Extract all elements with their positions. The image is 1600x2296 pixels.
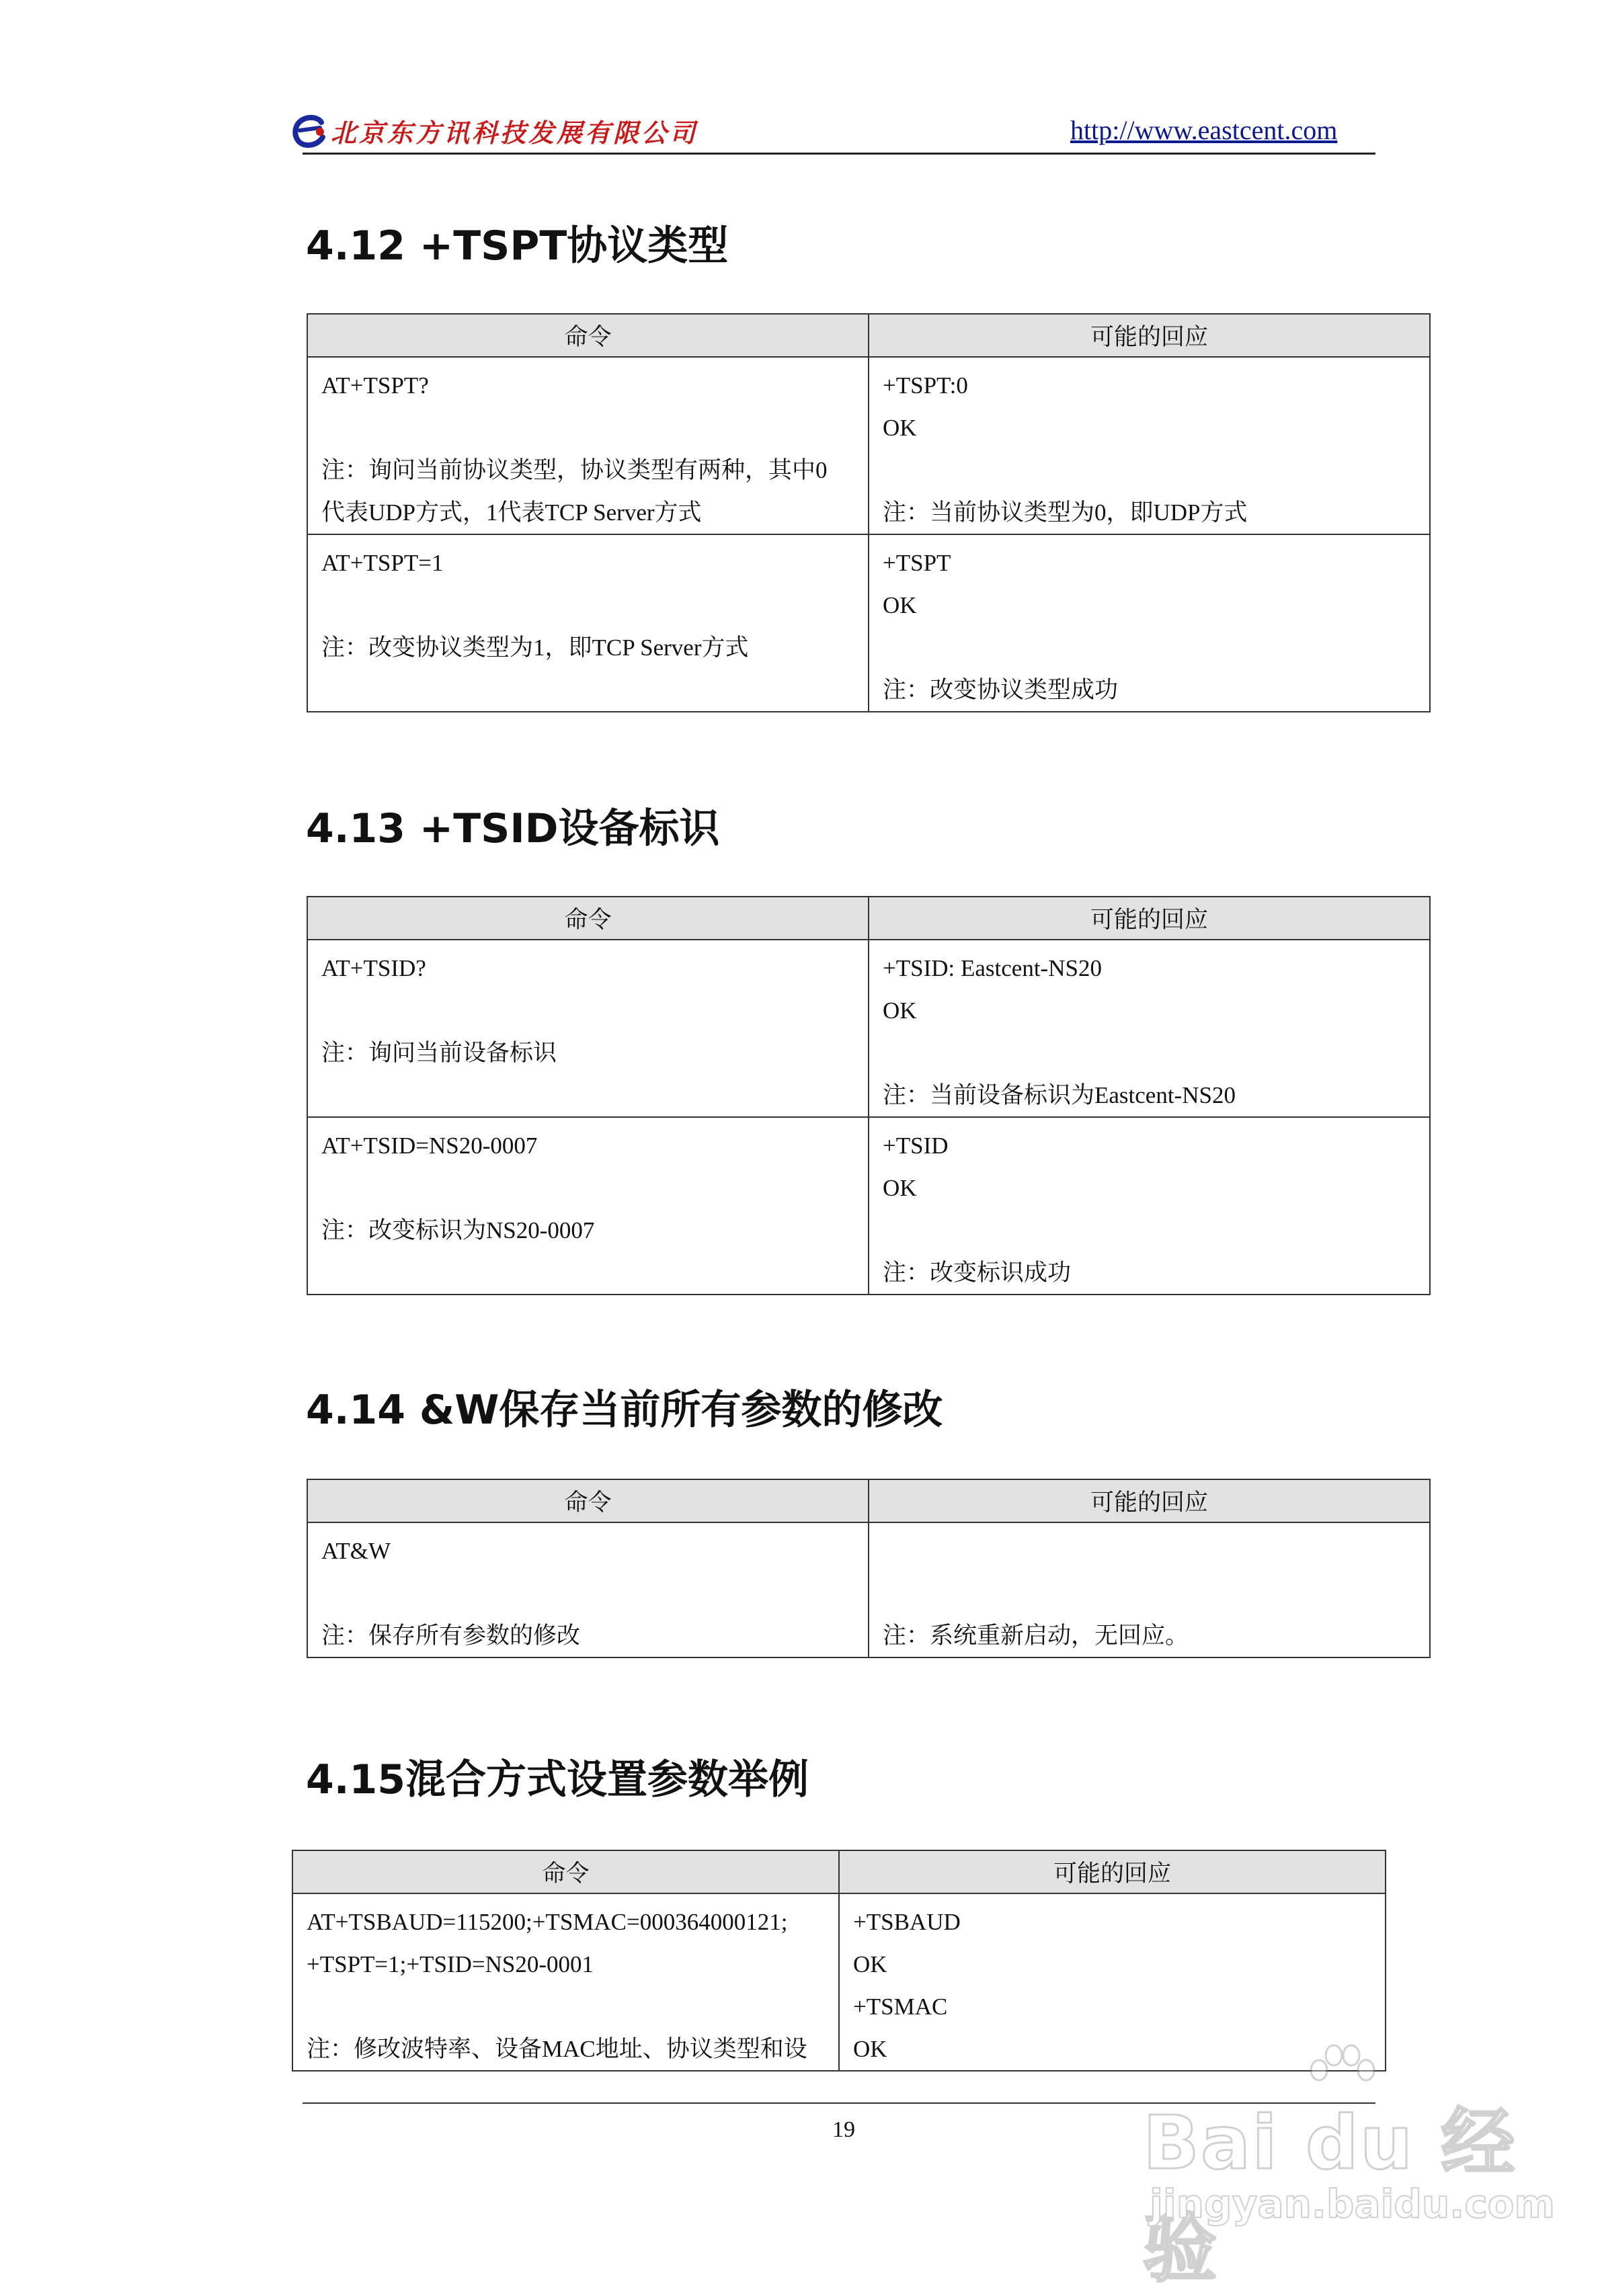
header-divider <box>303 153 1375 155</box>
table-header-row <box>307 314 1430 357</box>
command-note: 代表UDP方式，1代表TCP Server方式 <box>321 499 702 526</box>
tsid-table <box>307 896 1431 1295</box>
column-header-response: 可能的回应 <box>869 1479 1430 1522</box>
command-cell <box>307 1522 869 1657</box>
baidu-watermark <box>1143 2043 1555 2292</box>
command-line: AT&W <box>321 1538 391 1564</box>
response-line: OK <box>883 592 917 618</box>
column-header-response: 可能的回应 <box>839 1850 1386 1893</box>
response-cell <box>869 357 1430 534</box>
command-note: 注：修改波特率、设备MAC地址、协议类型和设 <box>307 2036 807 2062</box>
company-logo <box>290 110 698 151</box>
command-note: 注：改变协议类型为1，即TCP Server方式 <box>321 634 749 661</box>
response-line <box>883 626 1416 669</box>
page-number: 19 <box>832 2117 855 2142</box>
response-line <box>883 1572 1416 1614</box>
command-line <box>321 407 854 449</box>
table-header-row <box>292 1850 1386 1893</box>
table-row <box>307 534 1430 712</box>
command-cell <box>307 357 869 534</box>
website-link[interactable]: http://www.eastcent.com <box>1070 115 1338 145</box>
save-table <box>307 1479 1431 1658</box>
command-note: 注：询问当前协议类型，协议类型有两种，其中0 <box>321 457 828 483</box>
command-note: 注：询问当前设备标识 <box>321 1040 557 1066</box>
table-row <box>307 1522 1430 1657</box>
command-line <box>321 1252 854 1294</box>
section-title-mixed: 4.15混合方式设置参数举例 <box>306 1756 809 1803</box>
command-cell <box>307 1117 869 1295</box>
command-cell <box>307 940 869 1117</box>
response-cell <box>869 940 1430 1117</box>
command-cell <box>292 1893 839 2071</box>
response-note: 注：系统重新启动，无回应。 <box>883 1623 1189 1649</box>
command-line: +TSPT=1;+TSID=NS20-0001 <box>307 1951 594 1977</box>
tspt-table <box>307 313 1431 712</box>
response-line: OK <box>883 997 917 1024</box>
response-line: OK <box>883 1175 917 1201</box>
column-header-response: 可能的回应 <box>869 897 1430 940</box>
column-header-response: 可能的回应 <box>869 314 1430 357</box>
response-note: 注：改变协议类型成功 <box>883 677 1119 703</box>
response-note: 注：当前设备标识为Eastcent-NS20 <box>883 1082 1236 1108</box>
response-line: OK <box>853 1951 887 1977</box>
table-header-row <box>307 1479 1430 1522</box>
eastcent-logo-icon <box>290 112 328 149</box>
column-header-command: 命令 <box>307 314 869 357</box>
response-line <box>883 1209 1416 1252</box>
response-cell <box>869 534 1430 712</box>
column-header-command: 命令 <box>307 1479 869 1522</box>
command-line: AT+TSPT? <box>321 372 429 399</box>
table-row <box>307 940 1430 1117</box>
response-line: +TSMAC <box>853 1994 948 2020</box>
command-line: AT+TSPT=1 <box>321 550 444 576</box>
command-line <box>321 584 854 626</box>
command-line <box>321 989 854 1032</box>
response-line: +TSBAUD <box>853 1909 961 1935</box>
command-note: 注：保存所有参数的修改 <box>321 1623 581 1649</box>
response-line: OK <box>853 2036 887 2062</box>
response-note: 注：当前协议类型为0，即UDP方式 <box>883 499 1248 526</box>
section-title-save: 4.14 &W保存当前所有参数的修改 <box>306 1387 943 1434</box>
response-line: +TSID: Eastcent-NS20 <box>883 955 1102 981</box>
response-line: +TSPT:0 <box>883 372 968 399</box>
command-line: AT+TSID=NS20-0007 <box>321 1133 538 1159</box>
watermark-brand: Bai du 经验 <box>1143 2100 1517 2292</box>
response-line: OK <box>883 415 917 441</box>
table-row <box>307 357 1430 534</box>
response-note: 注：改变标识成功 <box>883 1260 1072 1286</box>
response-line: +TSID <box>883 1133 949 1159</box>
command-note: 注：改变标识为NS20-0007 <box>321 1217 595 1243</box>
watermark-site: jingyan.baidu.com <box>1150 2181 1555 2227</box>
response-line <box>883 449 1416 491</box>
command-cell <box>307 534 869 712</box>
command-line: AT+TSBAUD=115200;+TSMAC=000364000121; <box>307 1909 788 1935</box>
column-header-command: 命令 <box>307 897 869 940</box>
response-line <box>883 1032 1416 1074</box>
table-header-row <box>307 897 1430 940</box>
table-row <box>307 1117 1430 1295</box>
command-line <box>307 1985 825 2028</box>
column-header-command: 命令 <box>292 1850 839 1893</box>
mixed-table <box>292 1850 1386 2072</box>
response-line <box>883 1530 1416 1572</box>
command-line <box>321 1074 854 1116</box>
command-line <box>321 1167 854 1209</box>
company-name: 北京东方讯科技发展有限公司 <box>331 117 698 148</box>
command-line <box>321 1572 854 1614</box>
response-cell <box>869 1522 1430 1657</box>
section-title-tsid: 4.13 +TSID设备标识 <box>306 805 720 852</box>
command-line <box>321 669 854 711</box>
command-line: AT+TSID? <box>321 955 426 981</box>
section-title-tspt: 4.12 +TSPT协议类型 <box>306 222 729 270</box>
response-cell <box>869 1117 1430 1295</box>
response-line: +TSPT <box>883 550 951 576</box>
